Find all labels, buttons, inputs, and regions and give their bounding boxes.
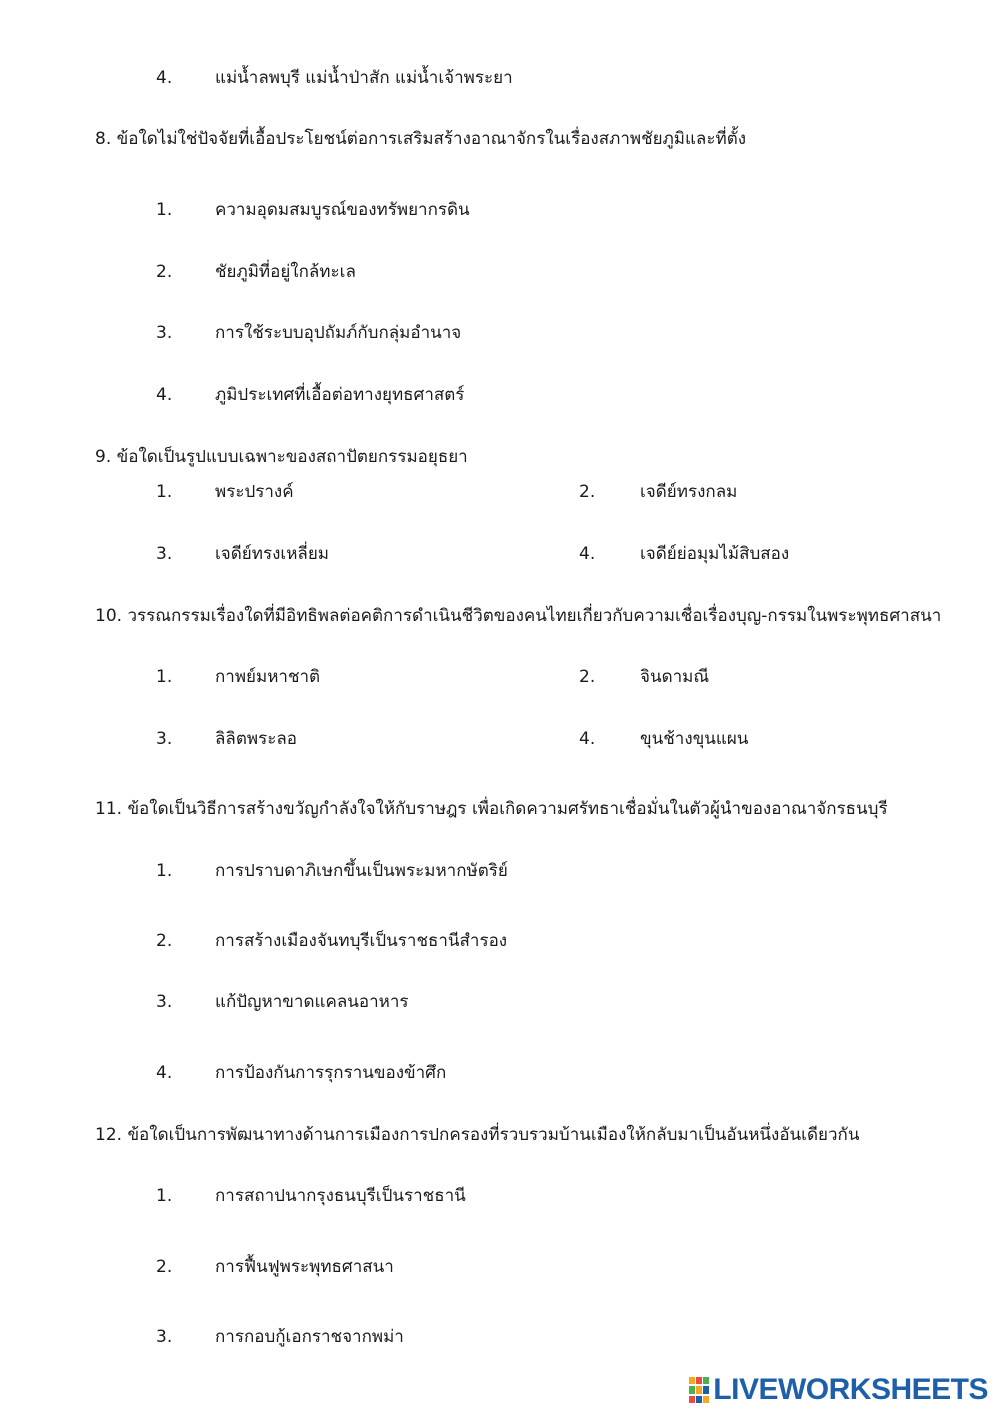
liveworksheets-brand: LIVEWORKSHEETS <box>713 1373 988 1406</box>
q12-option-2-text[interactable]: การฟื้นฟูพระพุทธศาสนา <box>215 1257 394 1277</box>
q9-option-3-text[interactable]: เจดีย์ทรงเหลี่ยม <box>215 544 330 564</box>
liveworksheets-icon <box>689 1377 711 1403</box>
q9-option-1-number: 1. <box>156 482 173 502</box>
q11-option-2-text[interactable]: การสร้างเมืองจันทบุรีเป็นราชธานีสำรอง <box>215 931 508 951</box>
q8-option-3-text[interactable]: การใช้ระบบอุปถัมภ์กับกลุ่มอำนาจ <box>215 323 462 343</box>
q12-option-3-text[interactable]: การกอบกู้เอกราชจากพม่า <box>215 1327 404 1347</box>
question-8: 8. ข้อใดไม่ใช่ปัจจัยที่เอื้อประโยชน์ต่อการเสริมสร้างอาณาจักรในเรื่องสภาพชัยภูมิและที่ตั้ง <box>95 129 747 149</box>
q12-option-1-number: 1. <box>156 1186 173 1206</box>
q9-option-2-text[interactable]: เจดีย์ทรงกลม <box>640 482 738 502</box>
q10-option-4-text[interactable]: ขุนช้างขุนแผน <box>640 729 749 749</box>
q9-option-3-number: 3. <box>156 544 173 564</box>
q8-option-4-number: 4. <box>156 385 173 405</box>
q11-option-3-number: 3. <box>156 992 173 1012</box>
q10-option-1-text[interactable]: กาพย์มหาชาติ <box>215 667 321 687</box>
q8-option-1-number: 1. <box>156 200 173 220</box>
q10-option-2-number: 2. <box>579 667 596 687</box>
q8-option-3-number: 3. <box>156 323 173 343</box>
q8-option-1-text[interactable]: ความอุดมสมบูรณ์ของทรัพยากรดิน <box>215 200 470 220</box>
q9-option-4-number: 4. <box>579 544 596 564</box>
q7-option-4-text[interactable]: แม่น้ำลพบุรี แม่น้ำป่าสัก แม่น้ำเจ้าพระยา <box>215 68 513 88</box>
q9-option-2-number: 2. <box>579 482 596 502</box>
q12-option-1-text[interactable]: การสถาปนากรุงธนบุรีเป็นราชธานี <box>215 1186 466 1206</box>
q12-option-2-number: 2. <box>156 1257 173 1277</box>
question-11: 11. ข้อใดเป็นวิธีการสร้างขวัญกำลังใจให้กับราษฎร เพื่อเกิดความศรัทธาเชื่อมั่นในตัวผู้นำของอาณาจักรธนบุรี <box>95 799 888 819</box>
q11-option-4-text[interactable]: การป้องกันการรุกรานของข้าศึก <box>215 1063 447 1083</box>
q12-option-3-number: 3. <box>156 1327 173 1347</box>
q8-option-4-text[interactable]: ภูมิประเทศที่เอื้อต่อทางยุทธศาสตร์ <box>215 385 465 405</box>
q11-option-3-text[interactable]: แก้ปัญหาขาดแคลนอาหาร <box>215 992 409 1012</box>
question-9: 9. ข้อใดเป็นรูปแบบเฉพาะของสถาปัตยกรรมอยุธยา <box>95 447 468 467</box>
question-12: 12. ข้อใดเป็นการพัฒนาทางด้านการเมืองการปกครองที่รวบรวมบ้านเมืองให้กลับมาเป็นอันหนึ่งอันเดียวกัน <box>95 1125 860 1145</box>
q9-option-4-text[interactable]: เจดีย์ย่อมุมไม้สิบสอง <box>640 544 790 564</box>
q10-option-3-text[interactable]: ลิลิตพระลอ <box>215 729 297 749</box>
q10-option-2-text[interactable]: จินดามณี <box>640 667 710 687</box>
q7-option-4-number: 4. <box>156 68 173 88</box>
question-10: 10. วรรณกรรมเรื่องใดที่มีอิทธิพลต่อคติการดำเนินชีวิตของคนไทยเกี่ยวกับความเชื่อเรื่องบุญ-กรรมในพระพุทธศาสนา <box>95 606 942 626</box>
q10-option-3-number: 3. <box>156 729 173 749</box>
q11-option-4-number: 4. <box>156 1063 173 1083</box>
q10-option-1-number: 1. <box>156 667 173 687</box>
q11-option-2-number: 2. <box>156 931 173 951</box>
q11-option-1-text[interactable]: การปราบดาภิเษกขึ้นเป็นพระมหากษัตริย์ <box>215 861 508 881</box>
liveworksheets-logo[interactable] <box>689 1374 988 1406</box>
q11-option-1-number: 1. <box>156 861 173 881</box>
q10-option-4-number: 4. <box>579 729 596 749</box>
q9-option-1-text[interactable]: พระปรางค์ <box>215 482 294 502</box>
q8-option-2-text[interactable]: ชัยภูมิที่อยู่ใกล้ทะเล <box>215 262 356 282</box>
q8-option-2-number: 2. <box>156 262 173 282</box>
